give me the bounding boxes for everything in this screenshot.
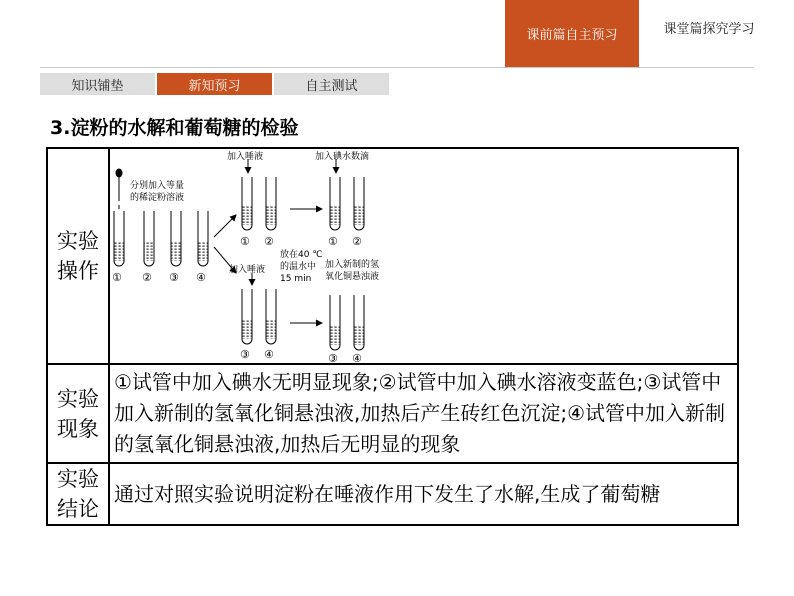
tube-num-bottom-3: ③ [240,348,250,361]
tube-num-iodine-1: ① [328,235,338,248]
dropper-bulb [116,169,122,177]
phenomenon-label [47,364,109,463]
experiment-table [46,147,739,526]
label-add-cuoh-2: 氧化铜悬浊液 [325,272,380,282]
tube-num-top-2: ② [264,235,274,248]
label-add-cuoh-1: 加入新制的氢 [325,260,380,270]
tube-group-top [242,159,276,230]
section-heading: 3.淀粉的水解和葡萄糖的检验 [50,117,299,139]
subtab-bar [40,73,391,95]
tube-num-top-1: ① [240,235,250,248]
label-add-iodine: 加入碘水数滴 [315,152,370,162]
tube-num-iodine-2: ② [352,235,362,248]
conclusion-text: 通过对照实验说明淀粉在唾液作用下发生了水解,生成了葡萄糖 [109,463,738,525]
tube-num-4: ④ [196,271,206,284]
tube-num-1: ① [112,271,122,284]
label-warm-1: 放在40 ℃ [280,250,323,260]
tube-num-bottom-4: ④ [264,348,274,361]
label-warm-2: 的温水中 [280,262,317,272]
subtab-selftest[interactable]: 自主测试 [274,73,389,95]
tube-group-iodine [330,159,364,230]
tube-num-cuoh-4: ④ [352,352,362,363]
tube-group-cuoh [330,295,364,350]
tube-num-2: ② [142,271,152,284]
label-add-starch-2: 的稀淀粉溶液 [130,193,185,203]
tube-group-bottom [242,273,276,344]
label-warm-3: 15 min [280,274,312,284]
experiment-diagram [110,149,735,363]
phenomenon-label-text: 实验现象 [57,386,99,441]
subtab-preview[interactable]: 新知预习 [157,73,272,95]
tab-explore[interactable]: 课堂篇探究学习 [663,22,755,37]
tube-num-cuoh-3: ③ [328,352,338,363]
label-add-starch-1: 分别加入等量 [130,181,185,191]
conclusion-label [47,463,109,525]
conclusion-label-text: 实验结论 [57,467,99,521]
operation-label [47,148,109,364]
subtab-knowledge[interactable]: 知识铺垫 [40,73,155,95]
tab-preview[interactable]: 课前篇自主预习 [505,0,639,67]
operation-diagram-cell [109,148,738,364]
label-add-saliva-top: 加入唾液 [227,152,264,162]
tube-group-initial [114,211,208,266]
header-divider [40,67,754,68]
tube-num-3: ③ [169,271,179,284]
operation-label-text: 实验操作 [57,229,99,283]
label-add-saliva-bottom: 加入唾液 [229,265,266,275]
phenomenon-text: ①试管中加入碘水无明显现象;②试管中加入碘水溶液变蓝色;③试管中加入新制的氢氧化铜悬浊液,加热后产生砖红色沉淀;④试管中加入新制的氢氧化铜悬浊液,加热后无明显的现象 [109,364,738,463]
